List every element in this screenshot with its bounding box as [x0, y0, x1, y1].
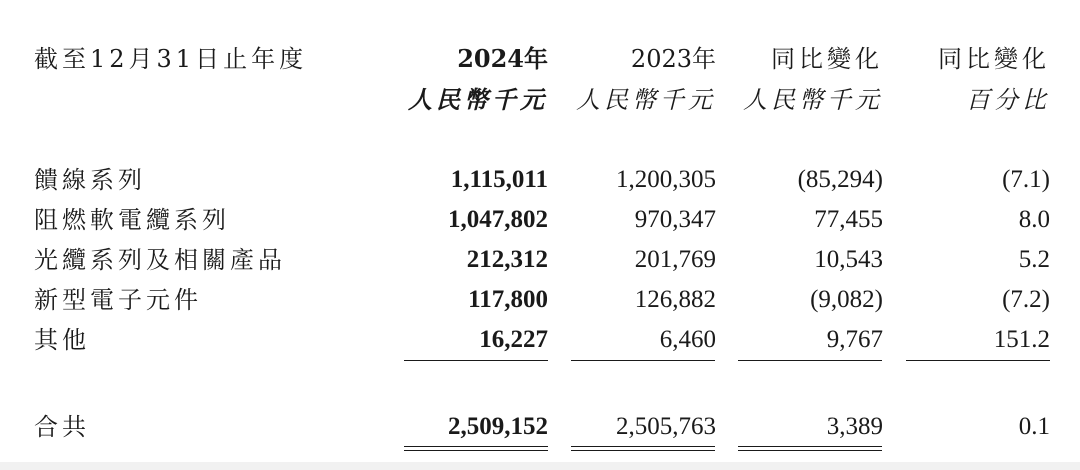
row-value-2024: 212,312	[466, 246, 548, 273]
row-label: 新型電子元件	[34, 286, 202, 314]
row-pct: (7.2)	[1002, 286, 1050, 313]
total-double-rule-2023	[571, 446, 715, 451]
row-pct: 8.0	[1018, 206, 1050, 233]
row-value-2024: 16,227	[479, 326, 548, 353]
col-header-2023-text: 2023年	[630, 45, 716, 73]
row-value-2024: 1,115,011	[450, 166, 548, 193]
row-value-2023: 126,882	[634, 286, 716, 313]
row-pct: 5.2	[1018, 246, 1050, 273]
col-header-2023	[546, 44, 716, 74]
row-change: 10,543	[814, 246, 883, 273]
row-value-2023: 6,460	[659, 326, 716, 353]
row-change: 9,767	[826, 326, 883, 353]
row-label: 饋線系列	[34, 166, 146, 194]
page-bottom-band	[0, 462, 1080, 470]
unit-yoy-pct: 百分比	[966, 86, 1050, 114]
row-label: 其他	[34, 326, 90, 354]
subtotal-rule-change	[738, 360, 882, 361]
row-change: (85,294)	[797, 166, 883, 193]
subtotal-rule-pct	[906, 360, 1050, 361]
row-value-2023: 970,347	[634, 206, 716, 233]
row-change: (9,082)	[810, 286, 883, 313]
row-value-2023: 201,769	[634, 246, 716, 273]
total-pct: 0.1	[1018, 413, 1050, 440]
unit-yoy-amount: 人民幣千元	[743, 86, 883, 114]
row-label: 阻燃軟電纜系列	[34, 206, 230, 234]
col-header-2024	[378, 44, 548, 74]
total-double-rule-2024	[404, 446, 548, 451]
row-pct: (7.1)	[1002, 166, 1050, 193]
row-label: 光纜系列及相關產品	[34, 246, 286, 274]
subtotal-rule-2024	[404, 360, 548, 361]
unit-2023: 人民幣千元	[576, 86, 716, 114]
row-value-2024: 1,047,802	[448, 206, 548, 233]
col-header-2024-text: 2024年	[457, 44, 548, 73]
row-pct: 151.2	[993, 326, 1050, 353]
total-value-2023: 2,505,763	[616, 413, 716, 440]
col-header-yoy-pct: 同比變化	[938, 45, 1050, 73]
subtotal-rule-2023	[571, 360, 715, 361]
total-label: 合共	[34, 413, 90, 441]
col-header-yoy-amount: 同比變化	[771, 45, 883, 73]
row-change: 77,455	[814, 206, 883, 233]
total-change: 3,389	[826, 413, 883, 440]
period-label: 截至12月31日止年度	[34, 45, 308, 73]
unit-2024: 人民幣千元	[408, 85, 548, 114]
total-value-2024: 2,509,152	[448, 413, 548, 440]
row-value-2023: 1,200,305	[616, 166, 716, 193]
total-double-rule-change	[738, 446, 882, 451]
row-value-2024: 117,800	[468, 286, 548, 313]
